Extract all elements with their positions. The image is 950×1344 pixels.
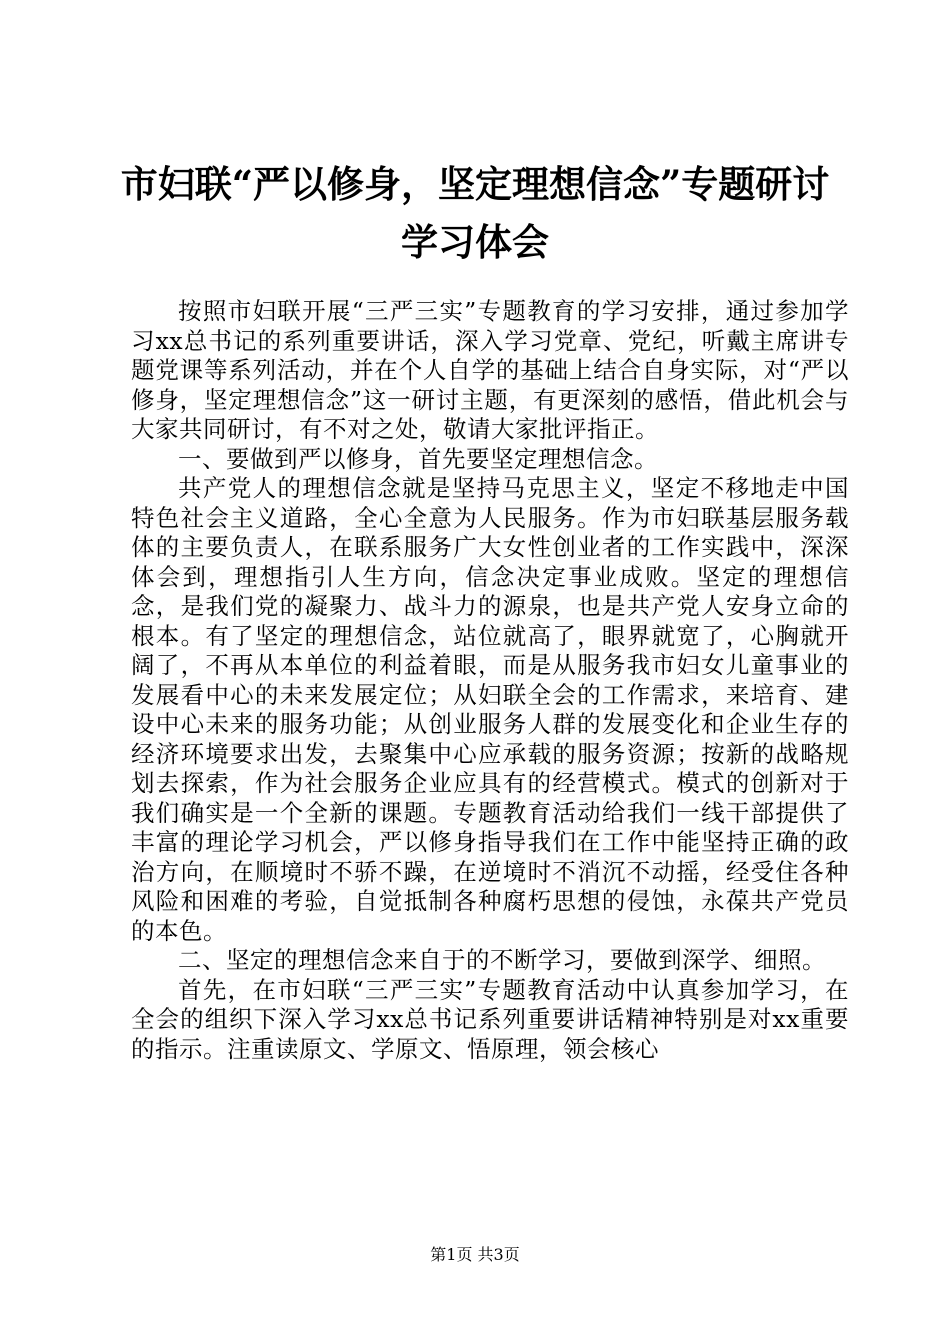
- document-body: [131, 297, 849, 1064]
- paragraph-section-1: 共产党人的理想信念就是坚持马克思主义，坚定不移地走中国特色社会主义道路，全心全意为人民服务。作为市妇联基层服务载体的主要负责人，在联系服务广大女性创业者的工作实践中，深深体会到，理想指引人生方向，信念决定事业成败。坚定的理想信念，是我们党的凝聚力、战斗力的源泉，也是共产党人安身立命的根本。有了坚定的理想信念，站位就高了，眼界就宽了，心胸就开阔了，不再从本单位的利益着眼，而是从服务我市妇女儿童事业的发展看中心的未来发展定位；从妇联全会的工作需求，来培育、建设中心未来的服务功能；从创业服务人群的发展变化和企业生存的经济环境要求出发，去聚集中心应承载的服务资源；按新的战略规划去探索，作为社会服务企业应具有的经营模式。模式的创新对于我们确实是一个全新的课题。专题教育活动给我们一线干部提供了丰富的理论学习机会，严以修身指导我们在工作中能坚持正确的政治方向，在顺境时不骄不躁，在逆境时不消沉不动摇，经受住各种风险和困难的考验，自觉抵制各种腐朽思想的侵蚀，永葆共产党员的本色。: [131, 474, 849, 945]
- section-heading-2: 二、坚定的理想信念来自于的不断学习，要做到深学、细照。: [178, 946, 826, 974]
- paragraph-section-2: 首先，在市妇联“三严三实”专题教育活动中认真参加学习，在全会的组织下深入学习xx总书记系列重要讲话精神特别是对xx重要的指示。注重读原文、学原文、悟原理，领会核心: [131, 975, 849, 1063]
- section-heading-1: 一、要做到严以修身，首先要坚定理想信念。: [178, 444, 658, 473]
- document-title-line-2: 学习体会: [401, 220, 549, 264]
- page-footer: 第1页 共3页: [430, 1245, 520, 1264]
- document-title-line-1: 市妇联“严以修身，坚定理想信念”专题研讨: [120, 162, 830, 206]
- paragraph-intro: 按照市妇联开展“三严三实”专题教育的学习安排，通过参加学习xx总书记的系列重要讲话，深入学习党章、党纪，听戴主席讲专题党课等系列活动，并在个人自学的基础上结合自身实际，对“严以修身，坚定理想信念”这一研讨主题，有更深刻的感悟，借此机会与大家共同研讨，有不对之处，敬请大家批评指正。: [131, 297, 849, 443]
